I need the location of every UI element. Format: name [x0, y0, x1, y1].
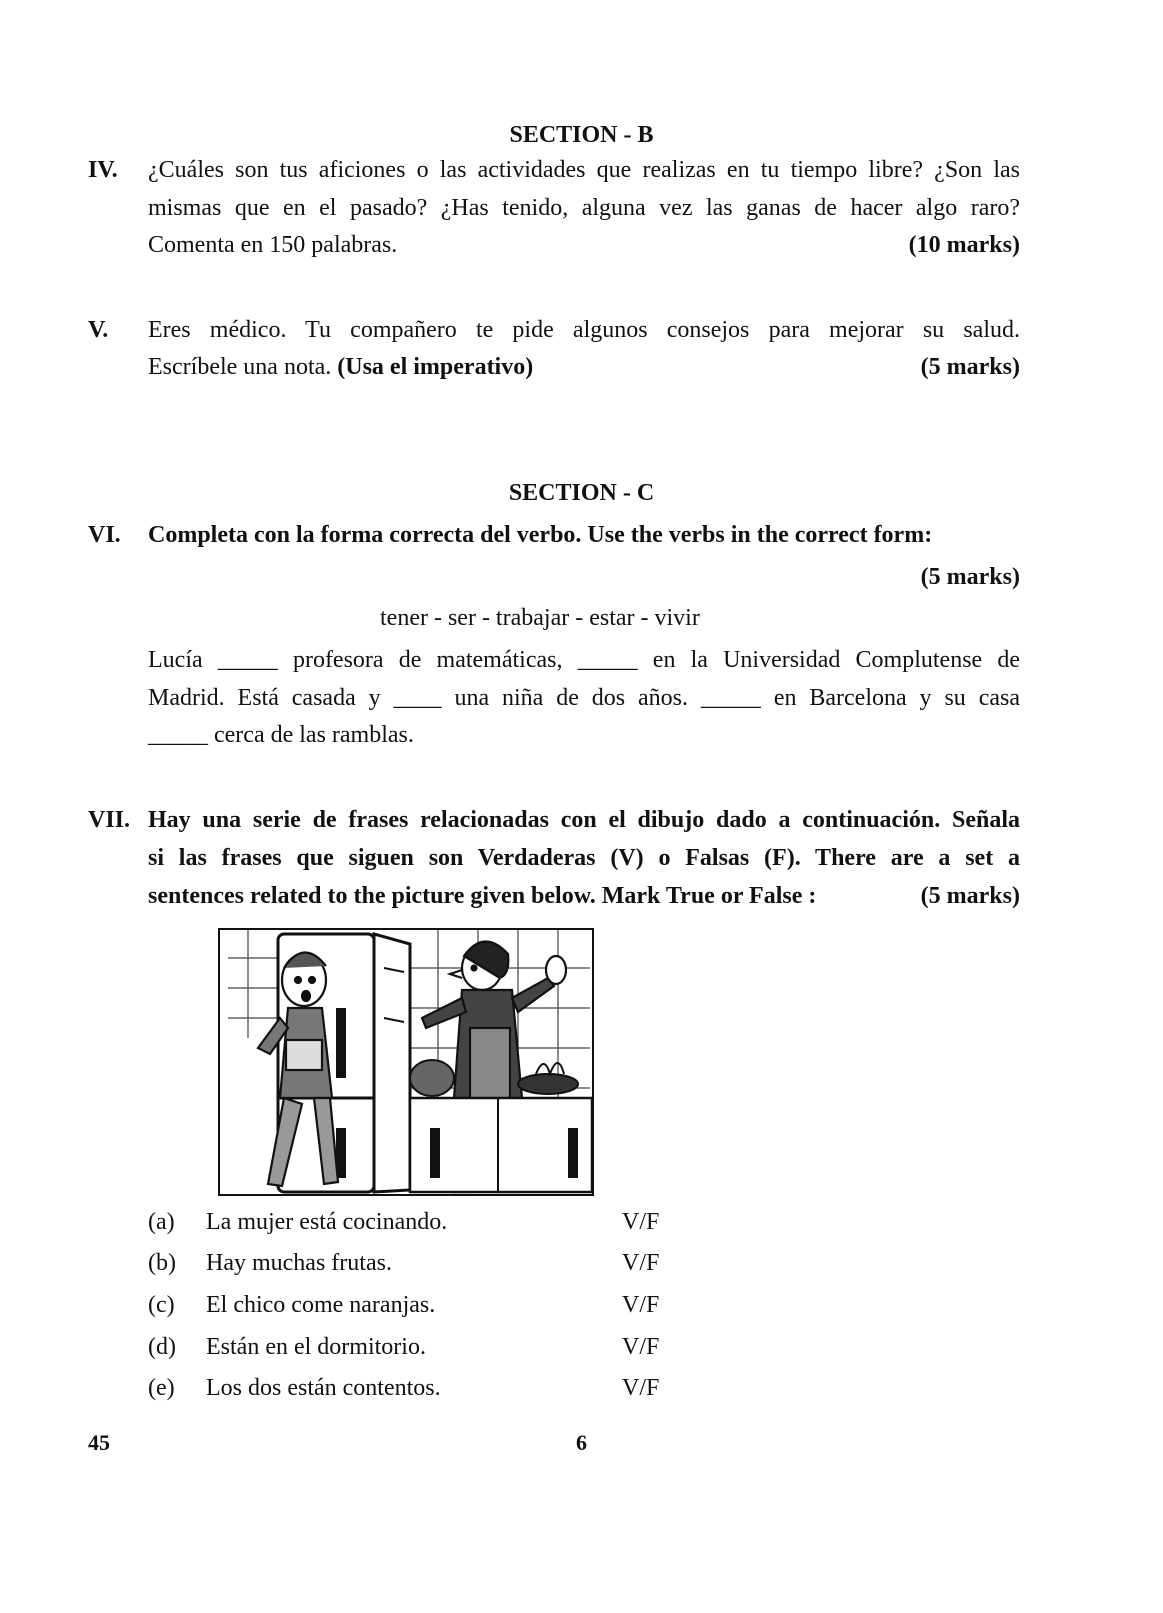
question-number-vii: VII. [88, 807, 131, 833]
question-number-vi: VI. [88, 522, 121, 548]
question-v-line-1: Eres médico. Tu compañero te pide algunos consejos para mejorar su salud. [148, 317, 1020, 343]
option-letter-b: (b) [148, 1250, 176, 1276]
kitchen-illustration [218, 928, 594, 1196]
question-number-v: V. [88, 317, 109, 343]
question-vi-line-2: Madrid. Está casada y ____ una niña de dos años. _____ en Barcelona y su casa [148, 685, 1020, 711]
section-c-title: SECTION - C [508, 480, 655, 506]
question-iv-line-2: mismas que en el pasado? ¿Has tenido, alguna vez las ganas de hacer algo raro? [148, 195, 1020, 221]
question-iv-line-3: Comenta en 150 palabras. [148, 232, 398, 258]
question-vii-line-3: sentences related to the picture given below. Mark True or False : [148, 883, 817, 909]
page-number: 6 [576, 1430, 587, 1455]
question-vii-marks: (5 marks) [920, 883, 1020, 909]
option-answer-b: V/F [622, 1250, 660, 1276]
option-answer-a: V/F [622, 1209, 660, 1235]
exam-code: 45 [88, 1430, 110, 1455]
option-letter-c: (c) [148, 1292, 175, 1318]
option-text-d: Están en el dormitorio. [206, 1334, 426, 1360]
question-vi-marks: (5 marks) [920, 564, 1020, 590]
option-answer-d: V/F [622, 1334, 660, 1360]
option-letter-e: (e) [148, 1375, 175, 1401]
option-answer-c: V/F [622, 1292, 660, 1318]
question-v-line-2-text: Escríbele una nota. [148, 354, 338, 380]
option-letter-d: (d) [148, 1334, 176, 1360]
section-b-title: SECTION - B [509, 122, 654, 148]
verb-list: tener - ser - trabajar - estar - vivir [380, 605, 700, 631]
question-vi-instruction: Completa con la forma correcta del verbo. Use the verbs in the correct form: [148, 522, 933, 548]
question-v-marks: (5 marks) [920, 354, 1020, 380]
question-vii-line-1: Hay una serie de frases relacionadas con el dibujo dado a continuación. Señala [148, 807, 1020, 833]
question-vi-line-3: _____ cerca de las ramblas. [148, 722, 414, 748]
question-iv-marks: (10 marks) [908, 232, 1020, 258]
option-answer-e: V/F [622, 1375, 660, 1401]
option-text-a: La mujer está cocinando. [206, 1209, 448, 1235]
question-number-iv: IV. [88, 157, 118, 183]
option-text-b: Hay muchas frutas. [206, 1250, 392, 1276]
option-text-e: Los dos están contentos. [206, 1375, 441, 1401]
question-iv-line-1: ¿Cuáles son tus aficiones o las actividades que realizas en tu tiempo libre? ¿Son las [148, 157, 1020, 183]
question-vi-line-1: Lucía _____ profesora de matemáticas, _____ en la Universidad Complutense de [148, 647, 1020, 673]
question-v-instruction: (Usa el imperativo) [337, 354, 534, 380]
option-letter-a: (a) [148, 1209, 175, 1235]
option-text-c: El chico come naranjas. [206, 1292, 436, 1318]
question-vii-line-2: si las frases que siguen son Verdaderas (V) o Falsas (F). There are a set a [148, 845, 1020, 871]
